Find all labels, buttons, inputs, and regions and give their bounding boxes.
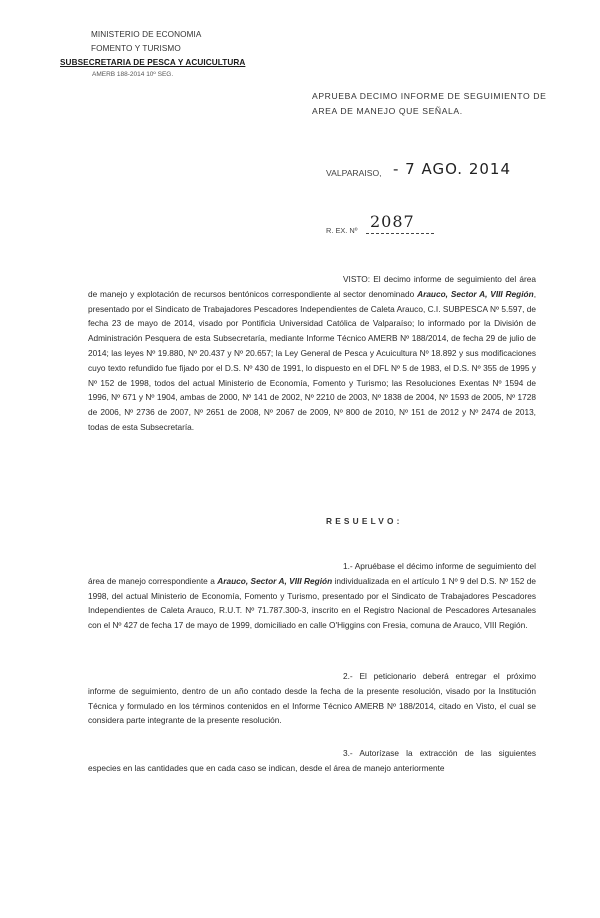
item1-text-post: individualizada en el artículo 1 Nº 9 del D.S. Nº 152 de 1998, del actual Ministerio de Economía, Fomento y Turismo, presentado por el Sindicato de Trabajadores Pescadores Independientes de Caleta Arauco, R.U.T. Nº 71.787.300-3, inscrito en el Registro Nacional de Pescadores Artesanales con el Nº 427 de fecha 17 de mayo de 1999, domiciliado en calle O'Higgins con Fresia, comuna de Arauco, VIII Región. bbox=[88, 575, 536, 631]
place-label: VALPARAISO, bbox=[326, 168, 382, 178]
resuelvo-heading: RESUELVO: bbox=[326, 516, 403, 526]
subsecretaria-heading: SUBSECRETARIA DE PESCA Y ACUICULTURA bbox=[60, 58, 246, 67]
resolution-underline bbox=[366, 233, 434, 234]
resolution-number: 2087 bbox=[370, 212, 415, 231]
visto-text-post: , presentado por el Sindicato de Trabajadores Pescadores Independientes de Caleta Arauco, C.I. SUBPESCA Nº 5.597, de fecha 23 de mayo de 2014, visado por Pontificia Universidad Católica de Valparaíso; lo informado por la División de Administración Pesquera de esta Subsecretaría, mediante Informe Técnico AMERB Nº 188/2014, de fecha 29 de julio de 2014; las leyes Nº 19.880, Nº 20.437 y Nº 20.657; la Ley General de Pesca y Acuicultura Nº 18.892 y sus modificaciones cuyo texto refundido fue fijado por el D.S. Nº 430 de 1991, lo dispuesto en el DFL Nº 5 de 1983, el D.S. Nº 355 de 1995 y Nº 152 de 1998, todos del actual Ministerio de Economía, Fomento y Turismo; las Resoluciones Exentas Nº 1594 de 1996, Nº 671 y Nº 1904, ambas de 2000, Nº 141 de 2002, Nº 2210 de 2003, Nº 1838 de 2004, Nº 1593 de 2005, Nº 1728 de 2006, Nº 2736 de 2007, Nº 2651 de 2008, Nº 2067 de 2009, Nº 800 de 2010, Nº 151 de 2012 y Nº 2474 de 2013, todas de esta Subsecretaría. bbox=[88, 288, 536, 432]
ministry-line2: FOMENTO Y TURISMO bbox=[91, 44, 181, 53]
resolution-item-2: 2.- El peticionario deberá entregar el próximo informe de seguimiento, dentro de un año contado desde la fecha de la presente resolución, visado por la Institución Técnica y formulado en los términos contenidos en el Informe Técnico AMERB Nº 188/2014, citado en Visto, el cual se considera parte integrante de la presente resolución. bbox=[88, 671, 536, 726]
ministry-line1: MINISTERIO DE ECONOMIA bbox=[91, 30, 202, 39]
title-line1: APRUEBA DECIMO INFORME DE SEGUIMIENTO DE bbox=[312, 91, 547, 101]
visto-text-pre: VISTO: El decimo informe de seguimiento del área de manejo y explotación de recursos bentónicos correspondiente al sector denominado bbox=[88, 274, 536, 299]
item1-text-pre: 1.- Apruébase el décimo informe de seguimiento del área de manejo correspondiente a bbox=[88, 561, 536, 586]
visto-sector: Arauco, Sector A, VIII Región bbox=[417, 288, 534, 299]
visto-paragraph bbox=[88, 272, 536, 435]
resolution-item-1 bbox=[88, 559, 536, 633]
title-line2: AREA DE MANEJO QUE SEÑALA. bbox=[312, 106, 463, 116]
resolution-item-3: 3.- Autorízase la extracción de las siguientes especies en las cantidades que en cada caso se indican, desde el área de manejo anteriormente bbox=[88, 748, 536, 773]
reference-code: AMERB 188-2014 10º SEG. bbox=[92, 71, 174, 78]
resolution-label: R. EX. Nº bbox=[326, 226, 358, 235]
date-stamp: - 7 AGO. 2014 bbox=[393, 160, 512, 178]
item1-sector: Arauco, Sector A, VIII Región bbox=[217, 575, 333, 586]
